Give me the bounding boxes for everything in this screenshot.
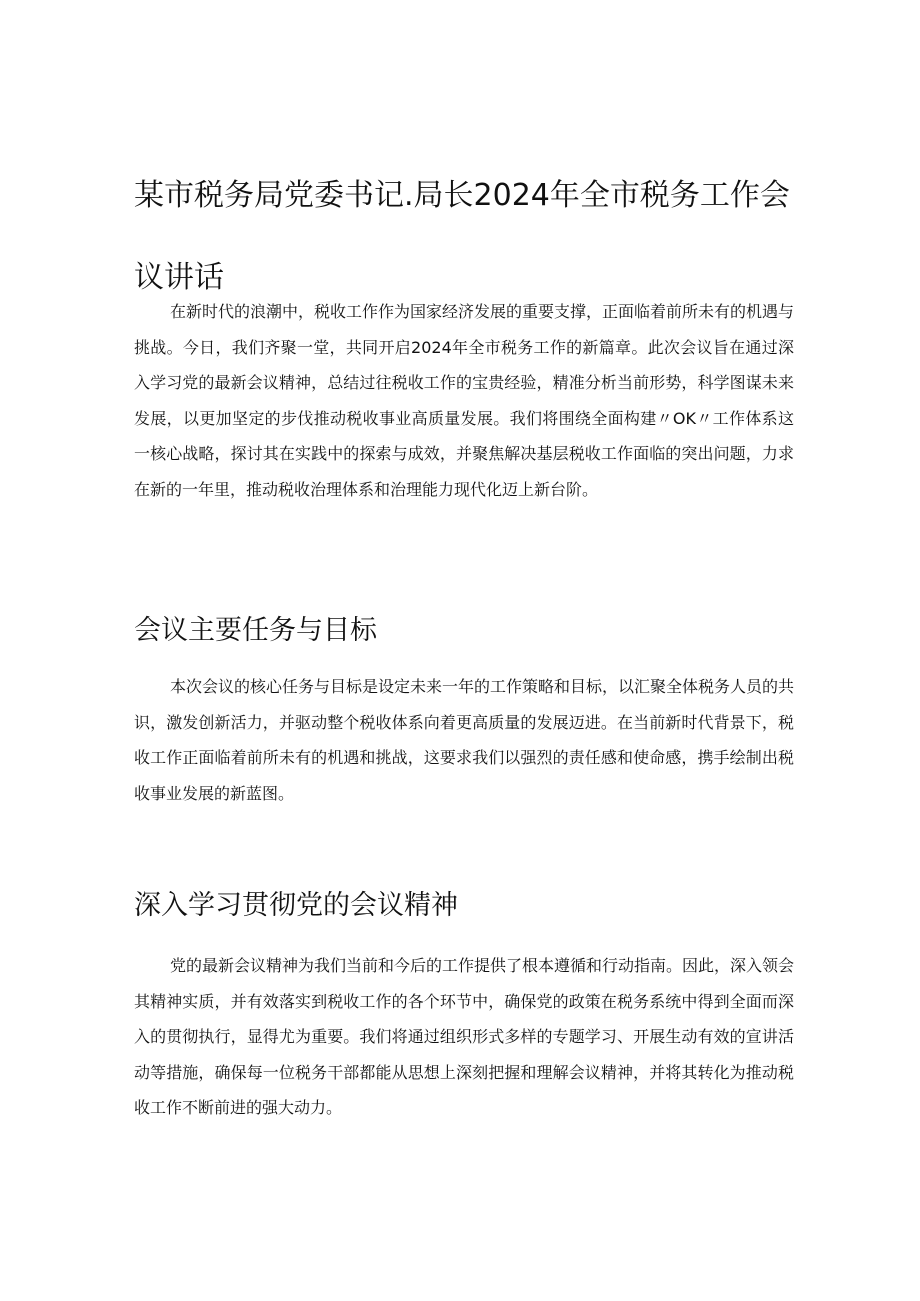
section-heading: 会议主要任务与目标	[134, 615, 377, 646]
intro-section	[134, 294, 794, 507]
section-paragraph: 本次会议的核心任务与目标是设定未来一年的工作策略和目标，以汇聚全体税务人员的共识，激发创新活力，并驱动整个税收体系向着更高质量的发展迈进。在当前新时代背景下，税收工作正面临着前所未有的机遇和挑战，这要求我们以强烈的责任感和使命感，携手绘制出税收事业发展的新蓝图。	[134, 677, 795, 803]
section-paragraph: 党的最新会议精神为我们当前和今后的工作提供了根本遵循和行动指南。因此，深入领会其精神实质，并有效落实到税收工作的各个环节中，确保党的政策在税务系统中得到全面而深入的贯彻执行，显得尤为重要。我们将通过组织形式多样的专题学习、开展生动有效的宣讲活动等措施，确保每一位税务干部都能从思想上深刻把握和理解会议精神，并将其转化为推动税收工作不断前进的强大动力。	[134, 956, 795, 1117]
section-party-spirit	[134, 886, 794, 1126]
section-heading: 深入学习贯彻党的会议精神	[134, 890, 458, 921]
intro-paragraph: 在新时代的浪潮中，税收工作作为国家经济发展的重要支撑，正面临着前所未有的机遇与挑战。今日，我们齐聚一堂，共同开启2024年全市税务工作的新篇章。此次会议旨在通过深入学习党的最新会议精神，总结过往税收工作的宝贵经验，精准分析当前形势，科学图谋未来发展，以更加坚定的步伐推动税收事业高质量发展。我们将围绕全面构建〃OK〃工作体系这一核心战略，探讨其在实践中的探索与成效，并聚焦解决基层税收工作面临的突出问题，力求在新的一年里，推动税收治理体系和治理能力现代化迈上新台阶。	[134, 302, 795, 499]
document-title: 某市税务局党委书记.局长2024年全市税务工作会议讲话	[134, 178, 790, 295]
section-meeting-tasks	[134, 611, 794, 811]
